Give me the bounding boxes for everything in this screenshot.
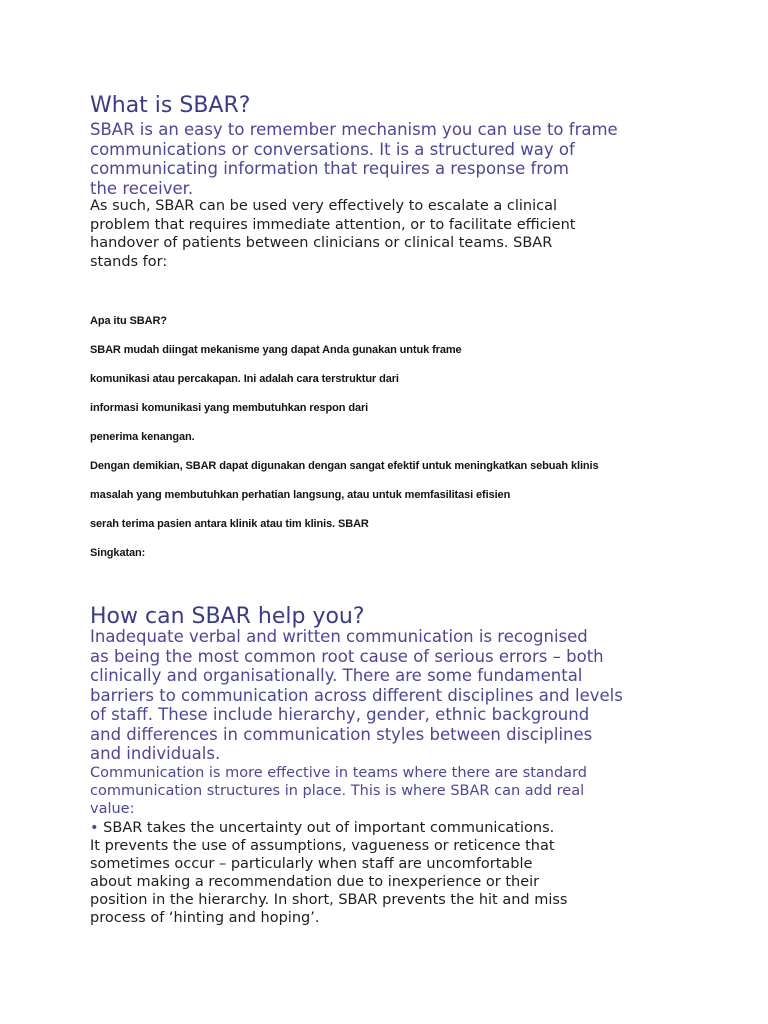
translation-line: komunikasi atau percakapan. Ini adalah cara terstruktur dari <box>90 373 399 385</box>
translation-line: serah terima pasien antara klinik atau tim klinis. SBAR <box>90 518 369 530</box>
help-intro-line: as being the most common root cause of serious errors – both <box>90 646 604 666</box>
section-title-what-is-sbar: What is SBAR? <box>90 93 251 118</box>
help-intro-line: and individuals. <box>90 744 221 763</box>
translation-line: SBAR mudah diingat mekanisme yang dapat Anda gunakan untuk frame <box>90 344 462 356</box>
effective-line: Communication is more effective in teams where there are standard <box>90 765 587 781</box>
sbar-intro-line: communicating information that requires a response from <box>90 159 569 178</box>
translation-line: informasi komunikasi yang membutuhkan respon dari <box>90 402 369 414</box>
translation-line: Dengan demikian, SBAR dapat digunakan dengan sangat efektif untuk meningkatkan sebuah klinis <box>90 460 599 472</box>
help-intro-line: of staff. These include hierarchy, gender, ethnic background <box>90 705 590 724</box>
help-body-line: sometimes occur – particularly when staff are uncomfortable <box>90 856 533 872</box>
sbar-body-line: problem that requires immediate attention, or to facilitate efficient <box>90 216 576 233</box>
help-body-line: process of ‘hinting and hoping’. <box>90 910 320 926</box>
help-intro-line: barriers to communication across different disciplines and levels <box>90 685 623 705</box>
help-body-line: It prevents the use of assumptions, vagueness or reticence that <box>90 838 555 854</box>
translation-title: Apa itu SBAR? <box>90 315 167 327</box>
sbar-body-line: As such, SBAR can be used very effectively to escalate a clinical <box>90 198 557 214</box>
sbar-intro-line: SBAR is an easy to remember mechanism you can use to frame <box>90 120 618 139</box>
effective-line: value: <box>90 801 135 817</box>
section-title-how-can-sbar-help: How can SBAR help you? <box>90 604 365 629</box>
help-intro-line: Inadequate verbal and written communication is recognised <box>90 627 588 646</box>
bullet-item <box>90 819 554 837</box>
bullet-text: SBAR takes the uncertainty out of important communications. <box>98 820 555 836</box>
help-body-line: about making a recommendation due to inexperience or their <box>90 874 540 890</box>
sbar-intro-line: communications or conversations. It is a structured way of <box>90 139 575 159</box>
sbar-body-line: handover of patients between clinicians or clinical teams. SBAR <box>90 235 553 251</box>
translation-line: penerima kenangan. <box>90 431 195 443</box>
translation-line: Singkatan: <box>90 547 146 559</box>
help-intro-line: and differences in communication styles between disciplines <box>90 724 593 744</box>
help-body-line: position in the hierarchy. In short, SBAR prevents the hit and miss <box>90 892 568 908</box>
sbar-body-line: stands for: <box>90 253 168 270</box>
help-intro-line: clinically and organisationally. There are some fundamental <box>90 666 583 685</box>
bullet-icon: • <box>90 820 99 836</box>
effective-line: communication structures in place. This is where SBAR can add real <box>90 783 585 799</box>
translation-line: masalah yang membutuhkan perhatian langsung, atau untuk memfasilitasi efisien <box>90 489 511 501</box>
sbar-intro-line: the receiver. <box>90 178 194 198</box>
